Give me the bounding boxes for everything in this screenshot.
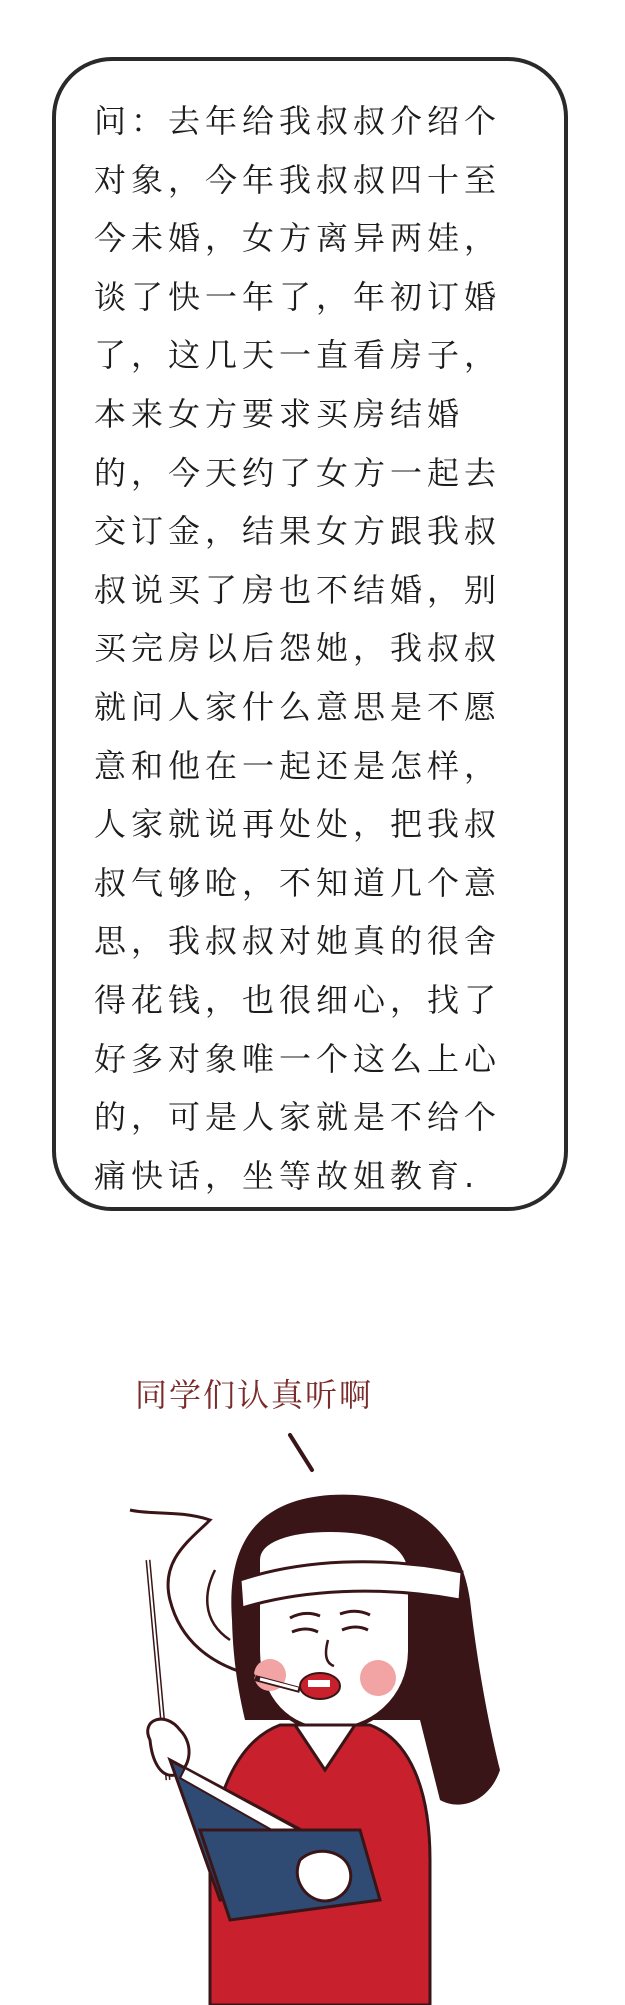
- right-hand: [297, 1851, 350, 1901]
- question-line: 本来女方要求买房结婚: [94, 394, 465, 433]
- face: [258, 1530, 410, 1730]
- question-line: 思，我叔叔对她真的很舍: [94, 922, 502, 961]
- question-line: 就问人家什么意思是不愿: [94, 687, 502, 726]
- question-line: 得花钱，也很细心，找了: [94, 980, 502, 1019]
- question-text: [94, 92, 534, 1205]
- question-line: 叔气够呛，不知道几个意: [94, 863, 502, 902]
- question-line: 了，这几天一直看房子，: [94, 336, 502, 375]
- teeth: [308, 1680, 330, 1687]
- question-line: 问：去年给我叔叔介绍个: [94, 102, 502, 140]
- question-line: 的，可是人家就是不给个: [94, 1098, 502, 1137]
- teacher-illustration: [0, 1420, 625, 2005]
- speech-tick: [290, 1435, 312, 1470]
- question-line: 的，今天约了女方一起去: [94, 453, 502, 492]
- right-cheek: [360, 1660, 396, 1696]
- question-line: 谈了快一年了，年初订婚: [94, 277, 502, 316]
- question-line: 好多对象唯一个这么上心: [94, 1039, 502, 1078]
- question-line: 意和他在一起还是怎样，: [94, 746, 502, 785]
- smoke-wisp-icon: [207, 1570, 230, 1640]
- question-line: 痛快话，坐等故姐教育.: [94, 1156, 480, 1195]
- speech-caption: 同学们认真听啊: [135, 1376, 374, 1414]
- question-line: 交订金，结果女方跟我叔: [94, 512, 502, 551]
- question-line: 对象，今年我叔叔四十至: [94, 160, 502, 199]
- question-line: 叔说买了房也不结婚，别: [94, 570, 502, 609]
- question-line: 今未婚，女方离异两娃，: [94, 219, 502, 258]
- question-line: 人家就说再处处，把我叔: [94, 805, 502, 844]
- question-line: 买完房以后怨她，我叔叔: [94, 629, 502, 668]
